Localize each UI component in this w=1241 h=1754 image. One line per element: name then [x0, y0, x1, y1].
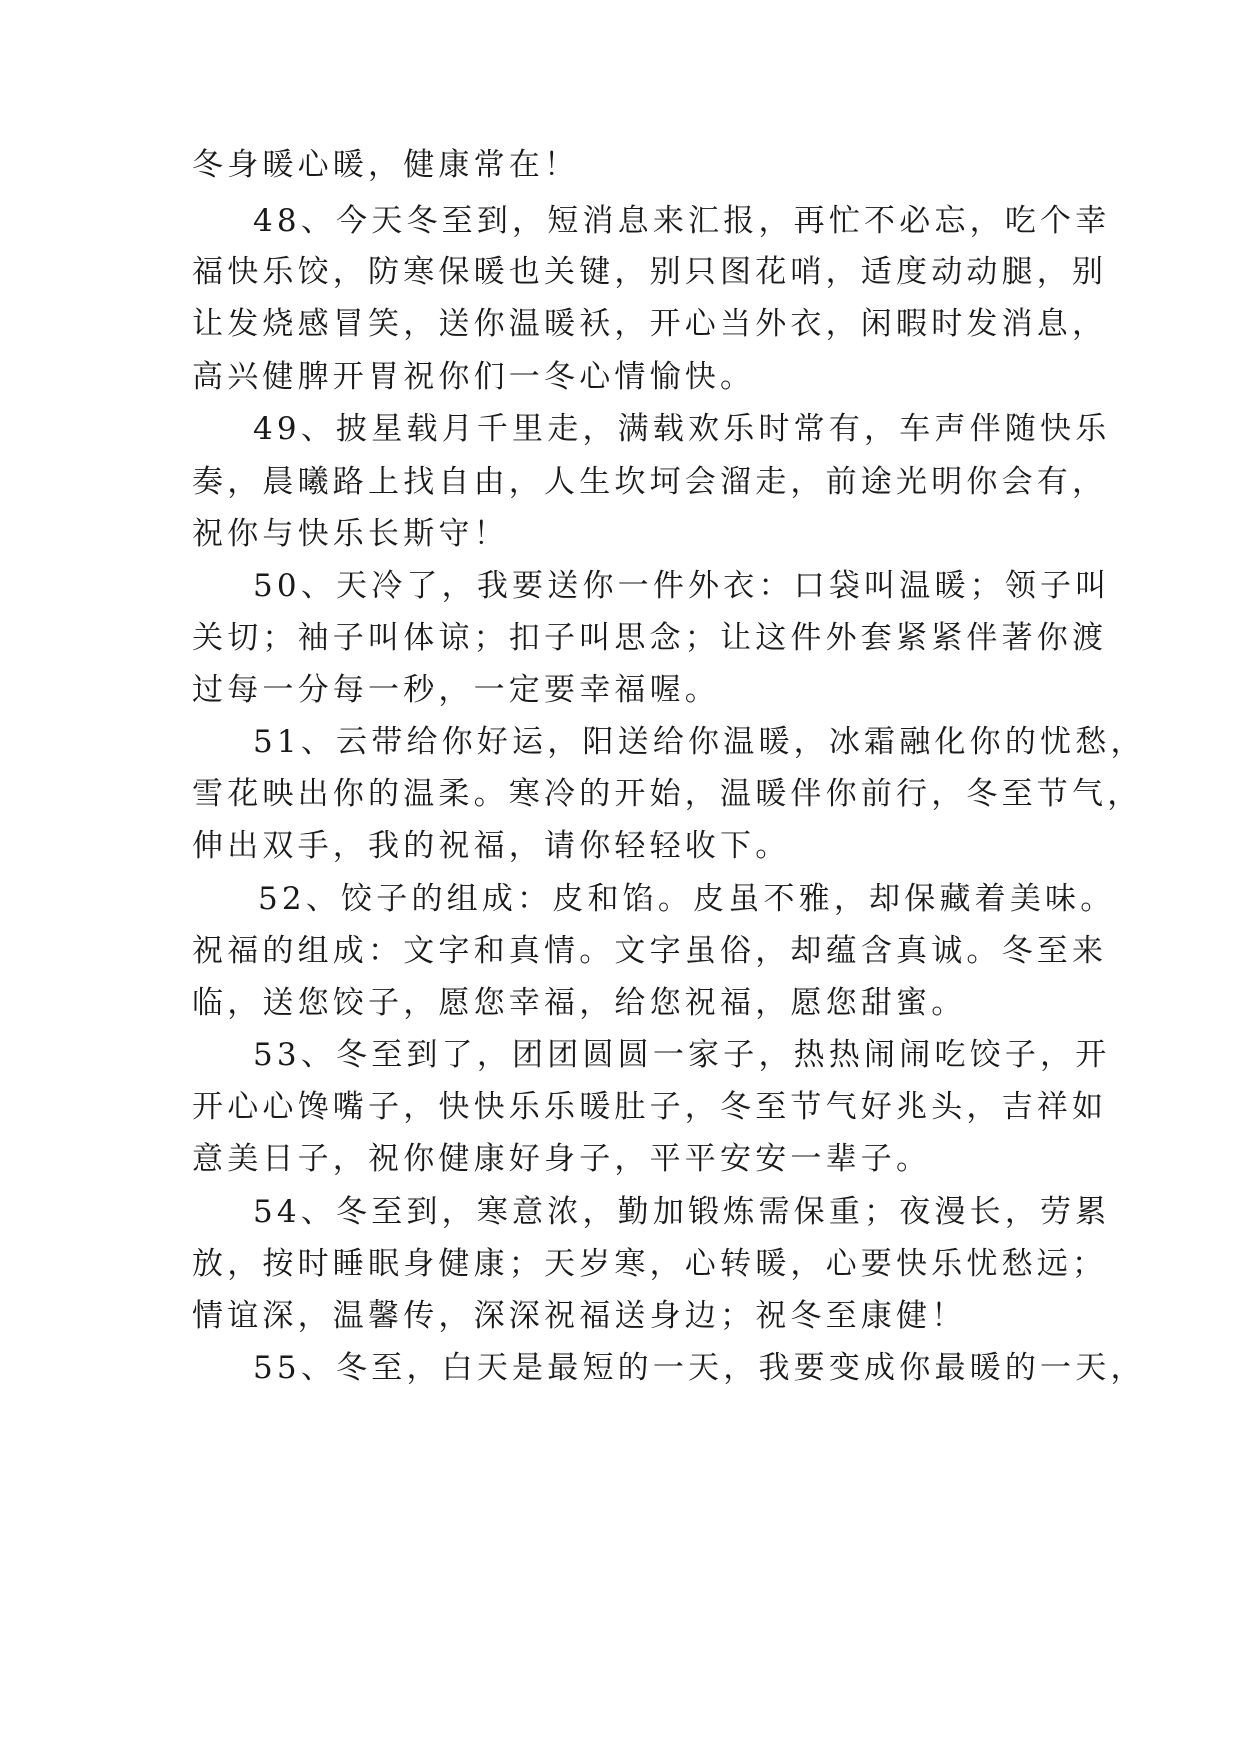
paragraph-49-line-2: 奏，晨曦路上找自由，人生坎坷会溜走，前途光明你会有，: [192, 464, 1108, 500]
paragraph-48-line-3: 让发烧感冒笑，送你温暖袄，开心当外衣，闲暇时发消息，: [192, 306, 1108, 342]
paragraph-54-line-3: 情谊深，温馨传，深深祝福送身边；祝冬至康健！: [192, 1298, 967, 1334]
paragraph-52-line-2: 祝福的组成：文字和真情。文字虽俗，却蕴含真诚。冬至来: [192, 933, 1108, 969]
paragraph-53-line-1: 53、冬至到了，团团圆圆一家子，热热闹闹吃饺子，开: [253, 1037, 1111, 1073]
paragraph-48-line-1: 48、今天冬至到，短消息来汇报，再忙不必忘，吃个幸: [253, 203, 1111, 239]
paragraph-54-line-1: 54、冬至到，寒意浓，勤加锻炼需保重；夜漫长，劳累: [253, 1194, 1111, 1230]
paragraph-52-line-3: 临，送您饺子，愿您幸福，给您祝福，愿您甜蜜。: [192, 985, 967, 1021]
paragraph-49-line-3: 祝你与快乐长斯守！: [192, 516, 509, 552]
paragraph-52-line-1: 52、饺子的组成：皮和馅。皮虽不雅，却保藏着美味。: [258, 881, 1116, 917]
paragraph-48-line-4: 高兴健脾开胃祝你们一冬心情愉快。: [192, 359, 756, 395]
paragraph-49-line-1: 49、披星载月千里走，满载欢乐时常有，车声伴随快乐: [253, 411, 1111, 447]
paragraph-50-line-3: 过每一分每一秒，一定要幸福喔。: [192, 672, 720, 708]
paragraph-54-line-2: 放，按时睡眠身健康；天岁寒，心转暖，心要快乐忧愁远；: [192, 1246, 1108, 1282]
paragraph-55-line-1: 55、冬至，白天是最短的一天，我要变成你最暖的一天，: [253, 1350, 1146, 1386]
paragraph-51-line-2: 雪花映出你的温柔。寒冷的开始，温暖伴你前行，冬至节气，: [192, 776, 1143, 812]
paragraph-53-line-3: 意美日子，祝你健康好身子，平平安安一辈子。: [192, 1141, 932, 1177]
paragraph-51-line-3: 伸出双手，我的祝福，请你轻轻收下。: [192, 828, 791, 864]
paragraph-51-line-1: 51、云带给你好运，阳送给你温暖，冰霜融化你的忧愁，: [253, 724, 1146, 760]
paragraph-48-line-2: 福快乐饺，防寒保暖也关键，别只图花哨，适度动动腿，别: [192, 254, 1108, 290]
paragraph-50-line-1: 50、天冷了，我要送你一件外衣：口袋叫温暖；领子叫: [253, 568, 1111, 604]
paragraph-50-line-2: 关切；袖子叫体谅；扣子叫思念；让这件外套紧紧伴著你渡: [192, 620, 1108, 656]
paragraph-53-line-2: 开心心馋嘴子，快快乐乐暖肚子，冬至节气好兆头，吉祥如: [192, 1089, 1108, 1125]
text-line: 冬身暖心暖，健康常在！: [192, 147, 580, 183]
